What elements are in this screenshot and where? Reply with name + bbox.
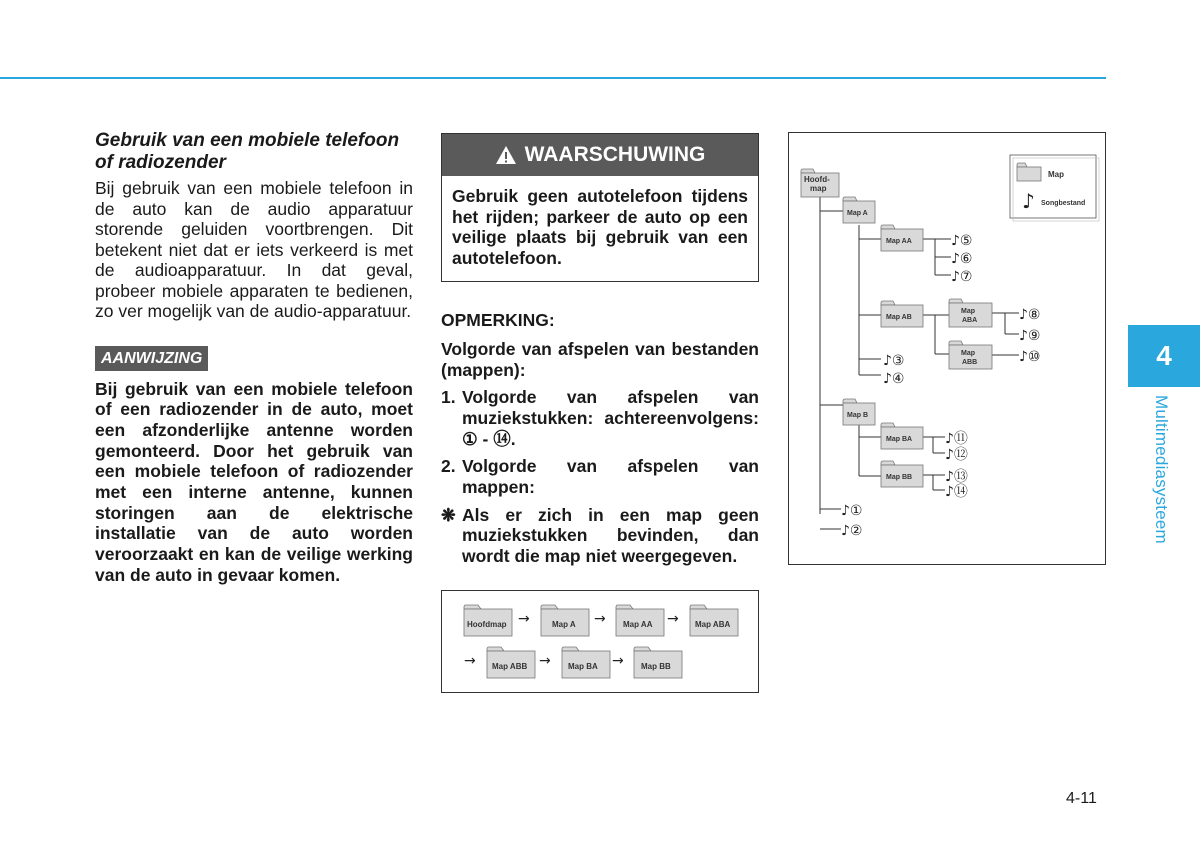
note-item-3 (441, 505, 759, 567)
music-note-icon: ♪ (1022, 189, 1035, 213)
svg-text:Map BA: Map BA (568, 662, 598, 671)
svg-text:Map: Map (961, 350, 975, 357)
song-9: ♪⑨ (1019, 328, 1041, 344)
chapter-label: Multimediasysteem (1152, 395, 1171, 544)
svg-text:Map BA: Map BA (886, 436, 913, 443)
tree-folder-map-ab (881, 301, 923, 327)
svg-text:Map BB: Map BB (886, 474, 913, 481)
notice-paragraph: Bij gebruik van een mobiele telefoon of een radiozender in de auto, moet een afzonderlijke antenne worden gemonteerd. Door het gebruik van een mobiele telefoon of radiozender met een interne antenne, kunnen storingen aan de elektrische installatie van de auto worden veroorzaakt en kan de veilige werking van de auto in gevaar komen. (95, 378, 413, 585)
note-item-2-number: 2. (441, 456, 456, 477)
seq-arrow: → (464, 653, 476, 669)
middle-column (441, 133, 759, 567)
svg-text:ABA: ABA (962, 317, 978, 324)
seq-folder-map-aba (690, 605, 738, 636)
song-13: ♪⑬ (945, 469, 968, 485)
seq-folder-map-aa (616, 605, 664, 636)
warning-triangle-icon (495, 145, 517, 165)
note-item-3-symbol: ❋ (441, 504, 456, 525)
note-item-1 (441, 387, 759, 449)
svg-text:Map: Map (961, 308, 975, 315)
svg-text:Map AA: Map AA (886, 238, 912, 245)
note-item-1-text: Volgorde van afspelen van muziekstukken: achtereenvolgens: ① - ⑭. (462, 387, 759, 449)
notice-badge: AANWIJZING (95, 346, 208, 371)
svg-text:Map ABB: Map ABB (492, 662, 528, 671)
tree-folder-map-b (843, 399, 875, 425)
seq-arrow: → (612, 653, 624, 669)
note-item-2 (441, 456, 759, 497)
seq-arrow: → (539, 653, 551, 669)
legend-folder-label: Map (1048, 170, 1064, 179)
seq-arrow: → (594, 611, 606, 627)
svg-text:Map A: Map A (847, 210, 868, 217)
song-11: ♪⑪ (945, 431, 968, 447)
seq-arrow: → (518, 611, 530, 627)
left-column (95, 130, 413, 586)
song-2: ♪② (841, 523, 863, 539)
song-8: ♪⑧ (1019, 307, 1041, 323)
warning-header (442, 134, 758, 176)
seq-folder-map-ba (562, 647, 610, 678)
folder-tree-diagram (788, 132, 1106, 565)
folder-sequence-diagram (441, 590, 759, 693)
tree-folder-map-ba (881, 423, 923, 449)
note-item-2-text: Volgorde van afspelen van mappen: (462, 456, 759, 498)
tree-folder-hoofdmap (801, 169, 839, 197)
seq-folder-map-a (541, 605, 589, 636)
svg-text:map: map (810, 184, 827, 193)
note-item-1-number: 1. (441, 387, 456, 408)
warning-title: WAARSCHUWING (524, 143, 706, 166)
intro-paragraph: Bij gebruik van een mobiele telefoon in de auto kan de audio apparatuur storende geluiden voortbrengen. Dit betekent niet dat er iets verkeerd is met de audioapparatuur. In dat geval, probeer mobiele apparaten te bedienen, zo ver mogelijk van de audio-apparatuur. (95, 178, 413, 321)
song-1: ♪① (841, 503, 863, 519)
tree-folder-map-bb (881, 461, 923, 487)
seq-arrow: → (667, 611, 679, 627)
svg-text:Map ABA: Map ABA (695, 620, 731, 629)
svg-text:ABB: ABB (962, 359, 978, 366)
song-7: ♪⑦ (951, 269, 973, 285)
seq-folder-map-abb (487, 647, 535, 678)
svg-text:Map AB: Map AB (886, 314, 912, 321)
svg-text:Map AA: Map AA (623, 620, 653, 629)
note-title: OPMERKING: (441, 309, 555, 330)
song-12: ♪⑫ (945, 447, 968, 463)
tree-folder-map-abb (949, 341, 992, 369)
chapter-tab: 4 (1128, 325, 1200, 387)
song-14: ♪⑭ (945, 484, 968, 500)
svg-text:Hoofd-: Hoofd- (804, 175, 830, 184)
section-heading: Gebruik van een mobiele telefoon of radiozender (95, 130, 400, 173)
song-6: ♪⑥ (951, 251, 973, 267)
tree-folder-map-aa (881, 225, 923, 251)
legend-song-label: Songbestand (1041, 200, 1086, 207)
page-number: 4-11 (1066, 790, 1097, 807)
top-rule (0, 77, 1106, 79)
note-item-3-text: Als er zich in een map geen muziekstukken bevinden, dan wordt die map niet weergegeven. (462, 504, 759, 567)
song-5: ♪⑤ (951, 233, 973, 249)
svg-text:Map B: Map B (847, 412, 868, 419)
warning-text: Gebruik geen autotelefoon tijdens het rijden; parkeer de auto op een veilige plaats bij gebruik van een autotelefoon. (452, 186, 748, 269)
seq-folder-map-bb (634, 647, 682, 678)
folder-tree-svg (789, 133, 1105, 564)
song-10: ♪⑩ (1019, 349, 1041, 365)
tree-folder-map-a (843, 197, 875, 223)
song-4: ♪④ (883, 371, 905, 387)
folder-sequence-svg (442, 591, 758, 692)
svg-text:Hoofdmap: Hoofdmap (467, 620, 507, 629)
warning-box (441, 133, 759, 282)
seq-folder-hoofdmap (464, 605, 512, 636)
svg-text:Map BB: Map BB (641, 662, 671, 671)
note-intro: Volgorde van afspelen van bestanden (mappen): (441, 338, 759, 380)
svg-text:Map A: Map A (552, 620, 576, 629)
tree-folder-map-aba (949, 299, 992, 327)
song-3: ♪③ (883, 353, 905, 369)
